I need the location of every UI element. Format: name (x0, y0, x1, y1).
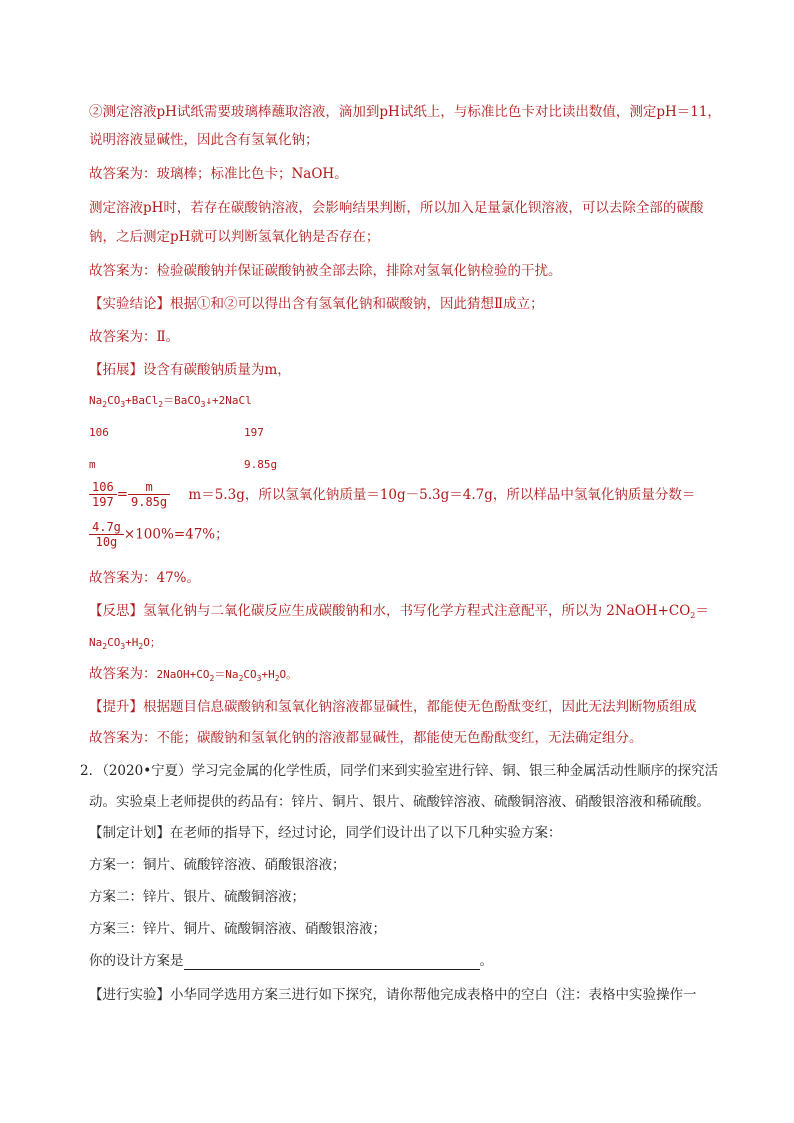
equation-inline (157, 668, 298, 681)
section-tag: 【提升】 (89, 699, 143, 715)
fraction-denominator: 10g (95, 535, 118, 549)
eq-part: O。 (279, 668, 298, 681)
calculation-text: m＝5.3g，所以氢氧化钠质量＝10g－5.3g＝4.7g，所以样品中氢氧化钠质量分数＝ (188, 486, 696, 503)
question-2-line-3: 【制定计划】在老师的指导下，经过讨论，同学们设计出了以下几种实验方案： (89, 825, 562, 841)
eq-sub: 2 (138, 642, 144, 651)
answer-text: ＝ (695, 603, 709, 619)
answer-line-4: 测定溶液pH时，若存在碳酸钠溶液，会影响结果判断，所以加入足量氯化钡溶液，可以去除全部的碳酸 (89, 200, 704, 216)
fraction (128, 480, 170, 509)
answer-line-3: 故答案为：玻璃棒；标准比色卡；NaOH。 (89, 166, 348, 182)
answer-blank[interactable] (184, 953, 480, 970)
eq-part: ＝Na (214, 668, 239, 681)
answer-text: 根据题目信息碳酸钠和氢氧化钠溶液都显碱性，都能使无色酚酞变红，因此无法判断物质组成 (143, 699, 697, 715)
percentage-line (89, 520, 229, 549)
eq-part: CO (107, 636, 121, 649)
calculation-text: ×100%=47%； (123, 526, 229, 543)
answer-text: 设含有碳酸钠质量为m， (143, 362, 291, 378)
ratio-row-2: m (89, 458, 96, 471)
answer-line-15 (89, 665, 297, 688)
ratio-row-1-right: 197 (244, 426, 264, 439)
prompt-text: 。 (479, 953, 493, 969)
eq-sub: 3 (256, 674, 262, 683)
eq-sub: 3 (200, 400, 206, 409)
eq-sub: 3 (120, 400, 126, 409)
answer-line-2: 说明溶液显碱性，因此含有氢氧化钠； (89, 132, 319, 148)
answer-line-14 (89, 634, 161, 656)
answer-text: 根据①和②可以得出含有氢氧化钠和碳酸钠，因此猜想Ⅱ成立； (170, 296, 544, 312)
answer-line-7 (89, 295, 544, 313)
answer-text: ②测定溶液 (89, 104, 157, 120)
section-tag: 【拓展】 (89, 362, 143, 378)
fraction-denominator: 9.85g (131, 495, 168, 509)
eq-part: +H (261, 668, 275, 681)
fraction (89, 520, 124, 549)
eq-part: ＝BaCO (163, 394, 201, 407)
eq-part: O； (143, 636, 161, 649)
eq-sub: 3 (120, 642, 126, 651)
eq-part: Na (89, 394, 103, 407)
answer-line-1 (89, 103, 721, 121)
proportion-line (89, 480, 695, 509)
section-tag: 【实验结论】 (89, 296, 170, 312)
prompt-text: 你的设计方案是 (89, 953, 184, 969)
answer-line-17: 故答案为：不能；碳酸钠和氢氧化钠的溶液都显碱性，都能使无色酚酞变红，无法确定组分。 (89, 730, 643, 746)
eq-part: Na (89, 636, 103, 649)
answer-text: pH试纸需要玻璃棒蘸取溶液，滴加到pH试纸上，与标准比色卡对比读出数值，测定pH＝11， (156, 104, 721, 120)
plan-two: 方案二：锌片、银片、硫酸铜溶液； (89, 889, 305, 905)
fraction-numerator: m (128, 480, 170, 495)
answer-line-5: 钠，之后测定pH就可以判断氢氧化钠是否存在； (89, 229, 380, 245)
eq-part: 2NaOH+CO (156, 668, 210, 681)
eq-part: CO (107, 394, 121, 407)
section-tag: 【反思】 (89, 603, 143, 619)
ratio-left: 106 (89, 426, 109, 439)
answer-text: 故答案为： (89, 666, 157, 682)
answer-line-16 (89, 698, 697, 716)
ratio-row-2-right: 9.85g (244, 458, 278, 471)
equals-sign: = (116, 486, 128, 503)
eq-part: +H (125, 636, 139, 649)
eq-sub: 2 (209, 674, 215, 683)
fraction-denominator: 197 (92, 495, 114, 509)
plan-three: 方案三：锌片、铜片、硫酸铜溶液、硝酸银溶液； (89, 921, 386, 937)
answer-line-9 (89, 361, 291, 379)
answer-line-8: 故答案为：Ⅱ。 (89, 329, 180, 345)
eq-sub: 2 (158, 400, 164, 409)
fraction-numerator: 4.7g (89, 520, 124, 535)
eq-sub: 2 (102, 400, 108, 409)
answer-line-12: 故答案为：47%。 (89, 570, 201, 586)
question-2-line-8: 【进行实验】小华同学选用方案三进行如下探究，请你帮他完成表格中的空白（注：表格中实验操作一 (89, 987, 697, 1003)
eq-sub: 2 (102, 642, 108, 651)
chemical-equation (89, 392, 252, 414)
eq-part: ↓+2NaCl (205, 394, 252, 407)
plan-one: 方案一：铜片、硫酸锌溶液、硝酸银溶液； (89, 857, 346, 873)
eq-sub: 2 (238, 674, 244, 683)
ratio-row-1 (89, 424, 109, 442)
fraction (89, 480, 117, 509)
eq-sub: 2 (690, 611, 696, 620)
design-plan-line (89, 952, 493, 970)
answer-line-6: 故答案为：检验碳酸钠并保证碳酸钠被全部去除，排除对氢氧化钠检验的干扰。 (89, 263, 562, 279)
question-2-line-2: 动。实验桌上老师提供的药品有：锌片、铜片、银片、硫酸锌溶液、硫酸铜溶液、硝酸银溶液和稀硫酸。 (89, 794, 710, 810)
eq-sub: 2 (274, 674, 280, 683)
answer-text: 氢氧化钠与二氧化碳反应生成碳酸钠和水，书写化学方程式注意配平，所以为 2NaOH+CO (143, 603, 691, 619)
answer-line-13 (89, 602, 709, 625)
fraction-numerator: 106 (89, 480, 117, 495)
question-2-line-1: 2．（2020•宁夏）学习完金属的化学性质，同学们来到实验室进行锌、铜、银三种金属活动性顺序的探究活 (80, 763, 719, 779)
eq-part: CO (243, 668, 257, 681)
eq-part: +BaCl (125, 394, 159, 407)
